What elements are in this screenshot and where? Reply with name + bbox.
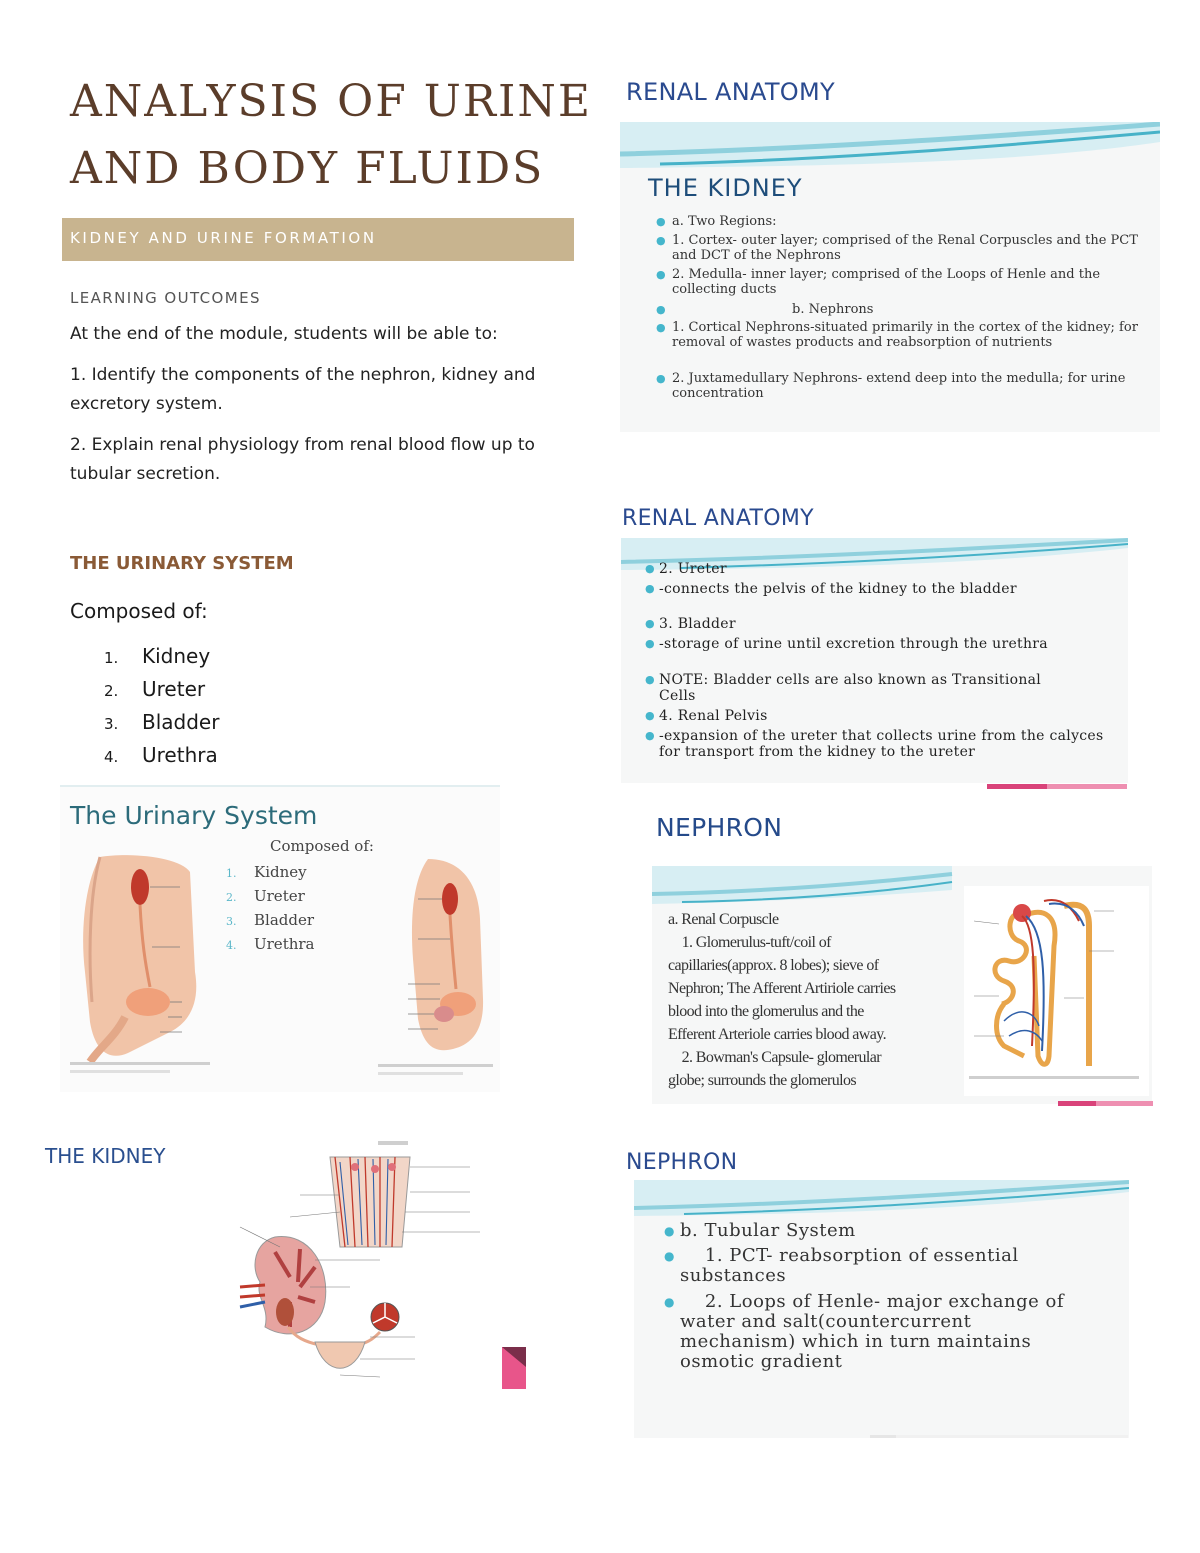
slide-accent-bar [870,1435,896,1438]
learning-outcomes-heading: LEARNING OUTCOMES [70,289,261,307]
learning-outcome-1: 1. Identify the components of the nephron, kidney and excretory system. [70,365,536,414]
slide-title: The Urinary System [70,801,318,830]
bullet-item: ● -expansion of the ureter that collects urine from the calyces for transport from the kidney to the ureter [645,728,1104,760]
document-title-line-2: AND BODY FLUIDS [70,143,545,194]
bullet-item: ● -storage of urine until excretion through the urethra [645,636,1048,652]
bullet-item: ● 2. Ureter [645,561,727,577]
kidney-anatomy-diagram [180,1137,500,1387]
bullet-item: ● 2. Juxtamedullary Nephrons- extend deep into the medulla; for urine concentration [656,371,1126,401]
bullet-item: ● 1. Cortical Nephrons-situated primarily in the cortex of the kidney; for removal of wastes products and reabsorption of nutrients [656,320,1138,350]
urinary-system-heading: THE URINARY SYSTEM [70,553,294,574]
list-item: 2. Ureter [104,677,206,701]
slide-title: THE KIDNEY [648,174,803,202]
list-item: 4. Urethra [104,743,218,767]
slide-list-item: 3. Bladder [226,911,315,929]
section-bar [62,218,574,261]
the-kidney-slide [620,122,1160,432]
list-item: 1. Kidney [104,644,211,668]
section-bar-label: KIDNEY AND URINE FORMATION [70,229,377,247]
renal-corpuscle-slide [652,866,1152,1104]
slide-composed-of: Composed of: [270,837,374,855]
bullet-item: ● 3. Bladder [645,616,736,632]
renal-anatomy-heading-1: RENAL ANATOMY [626,78,835,106]
learning-intro: At the end of the module, students will be able to: [70,324,498,344]
bullet-item: ● b. Tubular System [664,1220,856,1241]
kidney-heading: THE KIDNEY [45,1144,166,1168]
urinary-system-slide [60,785,500,1092]
nephron-heading-1: NEPHRON [656,813,783,842]
bullet-item: ● NOTE: Bladder cells are also known as Transitional Cells [645,672,1042,704]
slide-wave-banner [634,1180,1129,1218]
slide-accent-bar [987,784,1047,789]
male-urinary-anatomy-illustration [70,852,210,1082]
composed-of-label: Composed of: [70,599,208,623]
document-title-line-1: ANALYSIS OF URINE [70,76,592,127]
slide-wave-banner [620,122,1160,172]
bullet-item: ● 1. PCT- reabsorption of essential substances [664,1245,1025,1286]
slide-accent-bar [1096,1101,1153,1106]
slide-accent-bar [1047,784,1127,789]
bullet-item: ● 1. Cortex- outer layer; comprised of the Renal Corpuscles and the PCT and DCT of the Nephrons [656,233,1138,263]
nephron-heading-2: NEPHRON [626,1150,738,1175]
bullet-item: ● 2. Loops of Henle- major exchange of water and salt(countercurrent mechanism) which in turn maintains osmotic gradient [664,1291,1071,1372]
bullet-item: ● -connects the pelvis of the kidney to the bladder [645,581,1017,597]
renal-anatomy-heading-2: RENAL ANATOMY [622,506,814,531]
ureter-bladder-slide [621,538,1128,783]
slide-accent-bar [896,1435,1128,1438]
list-item: 3. Bladder [104,710,220,734]
slide-list-item: 4. Urethra [226,935,315,953]
bullet-item: ● 4. Renal Pelvis [645,708,768,724]
slide-accent-bar [1058,1101,1096,1106]
bullet-item: ● a. Two Regions: [656,214,777,229]
learning-outcome-2: 2. Explain renal physiology from renal blood flow up to tubular secretion. [70,435,535,484]
female-urinary-anatomy-illustration [378,859,493,1084]
slide-corner-accent [502,1347,526,1389]
nephron-diagram [964,886,1149,1096]
renal-corpuscle-text: a. Renal Corpuscle 1. Glomerulus-tuft/coil of capillaries(approx. 8 lobes); sieve of Nephron; The Afferent Artiriole carries blood into the glomerulus and the Efferent Arteriole carries blood away. 2. Bowman's Capsule- glomerular globe; surrounds the glomerulos [668,911,896,1089]
bullet-item: ● 2. Medulla- inner layer; comprised of the Loops of Henle and the collecting ducts [656,267,1101,297]
bullet-item: ● b. Nephrons [656,302,874,317]
slide-list-item: 1. Kidney [226,863,307,881]
slide-list-item: 2. Ureter [226,887,305,905]
tubular-system-slide [634,1180,1129,1438]
